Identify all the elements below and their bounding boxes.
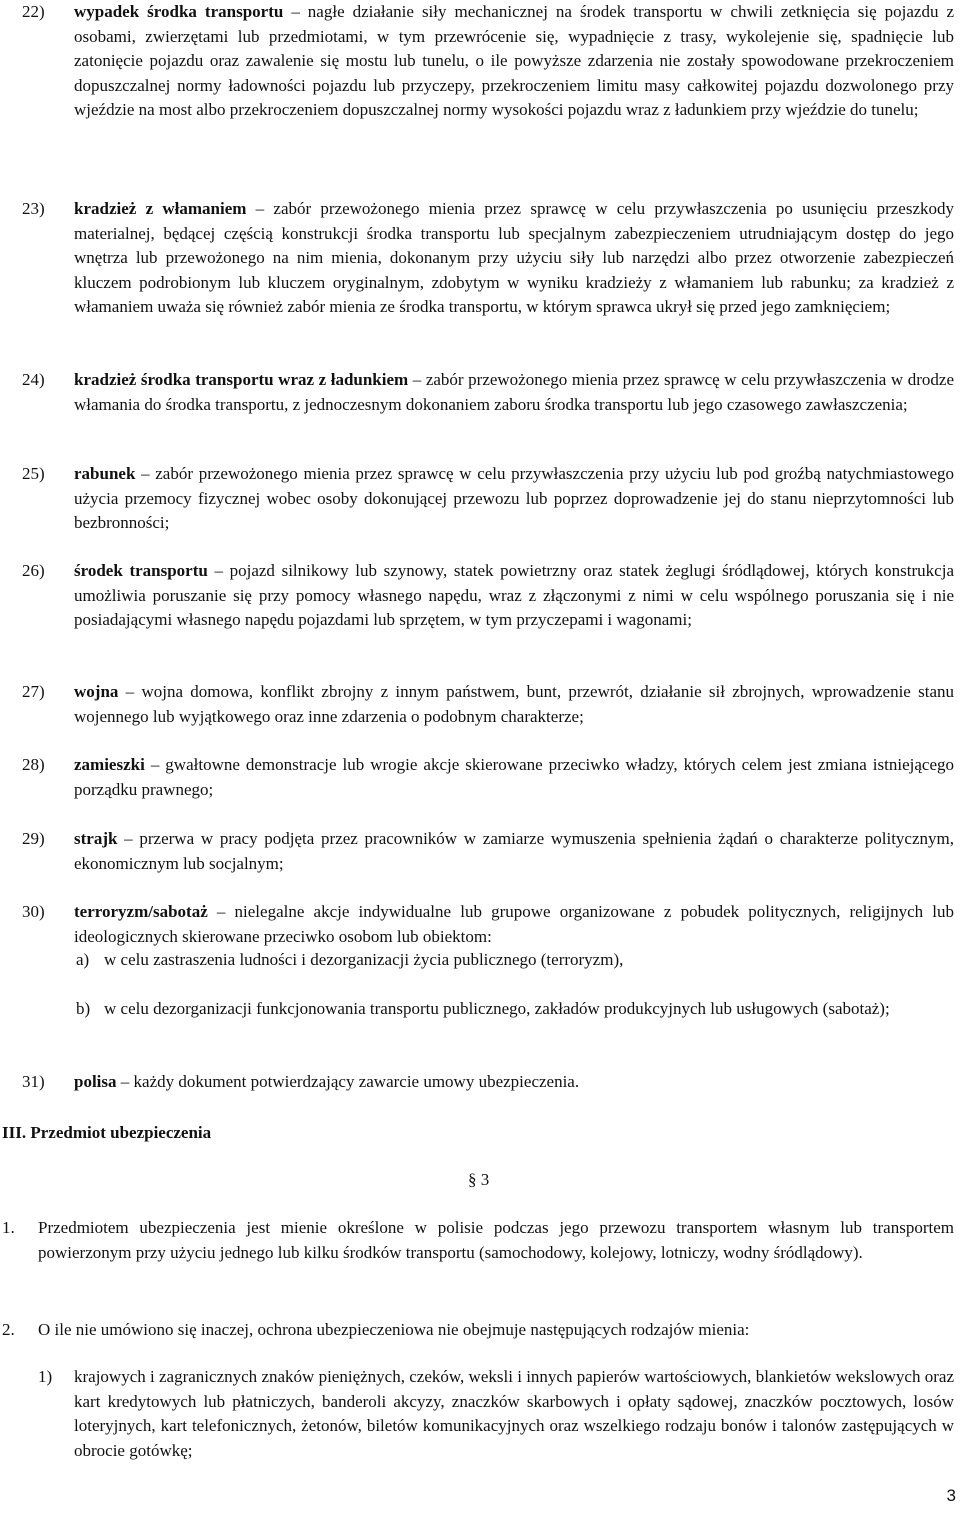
section-title: III. Przedmiot ubezpieczenia — [2, 1123, 212, 1142]
definition-text: – przerwa w pracy podjęta przez pracowników w zamiarze wymuszenia spełnienia żądań o charakterze politycznym, ekonomicznym lub socjalnym; — [74, 829, 954, 873]
definition-text: – wojna domowa, konflikt zbrojny z innym państwem, bunt, przewrót, działanie sił zbrojnych, wprowadzenie stanu wojennego lub wyjątkowego oraz inne zdarzenia o podobnym charakterze; — [74, 682, 954, 726]
definition-text: – zabór przewożonego mienia przez sprawcę w celu przywłaszczenia przy użyciu lub pod groźbą natychmiastowego użycia przemocy fizycznej wobec osoby dokonującej przewozu lub poprzez doprowadzenie jej do stanu nieprzytomności lub bezbronności; — [74, 464, 954, 532]
definition-number: 29) — [22, 829, 45, 848]
definition-number: 22) — [22, 2, 45, 21]
definition-term: strajk — [74, 829, 118, 848]
paragraph-2 — [2, 1318, 954, 1343]
item-text: krajowych i zagranicznych znaków pieniężnych, czeków, weksli i innych papierów wartościowych, blankietów wekslowych oraz kart kredytowych lub płatniczych, banderoli akcyzy, znaczków skarbowych i opłaty sądowej, znaczków pocztowych, losów loteryjnych, kart telefonicznych, żetonów, biletów komunikacyjnych oraz wszelkiego rodzaju bonów i talonów zastępujących w obrocie gotówkę; — [74, 1367, 954, 1460]
definition-number: 26) — [22, 561, 45, 580]
definition-31 — [22, 1070, 954, 1095]
definition-22 — [22, 0, 955, 123]
excluded-item-1 — [38, 1365, 954, 1463]
definition-term: terroryzm/sabotaż — [74, 902, 208, 921]
definition-term: kradzież z włamaniem — [74, 199, 247, 218]
definition-30 — [22, 900, 954, 949]
sub-item-a — [76, 948, 954, 973]
page-number: 3 — [946, 1486, 956, 1505]
definition-term: środek transportu — [74, 561, 208, 580]
definition-term: wojna — [74, 682, 119, 701]
definition-number: 28) — [22, 755, 45, 774]
definition-text: – zabór przewożonego mienia przez sprawcę w celu przywłaszczenia po usunięciu przeszkody materialnej, będącej częścią konstrukcji środka transportu lub specjalnym zabezpieczeniem utrudniającym dostęp do jego wnętrza lub przewożonego na nim mienia, dokonanym przy użyciu siły lub narzędzi albo przez otworzenie zabezpieczeń kluczem podrobionym lub kluczem oryginalnym, zdobytym w wyniku kradzieży z włamaniem lub rabunku; za kradzież z włamaniem uważa się również zabór mienia ze środka transportu, w którym sprawca ukrył się przed jego zamknięciem; — [74, 199, 954, 316]
definition-term: wypadek środka transportu — [74, 2, 284, 21]
definition-number: 24) — [22, 370, 45, 389]
item-number: 1) — [38, 1367, 53, 1386]
sub-item-b — [76, 997, 954, 1022]
definition-number: 27) — [22, 682, 45, 701]
definition-number: 31) — [22, 1072, 45, 1091]
definition-term: polisa — [74, 1072, 117, 1091]
definition-text: – każdy dokument potwierdzający zawarcie umowy ubezpieczenia. — [116, 1072, 580, 1091]
definition-term: zamieszki — [74, 755, 145, 774]
definition-25 — [22, 462, 954, 536]
definition-term: kradzież środka transportu wraz z ładunkiem — [74, 370, 409, 389]
definition-number: 30) — [22, 902, 45, 921]
paragraph-1 — [2, 1216, 954, 1265]
sub-item-text: w celu zastraszenia ludności i dezorganizacji życia publicznego (terroryzm), — [104, 950, 624, 969]
sub-item-letter: a) — [76, 950, 90, 969]
definition-28 — [22, 753, 954, 802]
definition-29 — [22, 827, 954, 876]
definition-23 — [22, 197, 954, 320]
definition-26 — [22, 559, 954, 633]
definition-text: – zabór przewożonego mienia przez sprawcę w celu przywłaszczenia w drodze włamania do środka transportu, z jednoczesnym dokonaniem zaboru środka transportu lub jego czasowego zawłaszczenia; — [74, 370, 955, 414]
definition-24 — [22, 368, 955, 417]
paragraph-number: 2. — [2, 1320, 15, 1339]
definition-text: – pojazd silnikowy lub szynowy, statek powietrzny oraz statek żeglugi śródlądowej, których konstrukcja umożliwia poruszanie się przy pomocy własnego napędu, wraz z złączonymi z nimi w celu wspólnego poruszania się i nie posiadającymi własnego napędu pojazdami lub sprzętem, w tym przyczepami i wagonami; — [74, 561, 954, 629]
definition-text: – gwałtowne demonstracje lub wrogie akcje skierowane przeciwko władzy, których celem jest zmiana istniejącego porządku prawnego; — [74, 755, 954, 799]
definition-text: – nagłe działanie siły mechanicznej na środek transportu w chwili zetknięcia się pojazdu z osobami, zwierzętami lub przedmiotami, w tym przewrócenie się, wypadnięcie z trasy, wykolejenie się, spadnięcie lub zatonięcie pojazdu oraz zawalenie się mostu lub tunelu, o ile powyższe zdarzenia nie zostały spowodowane przekroczeniem dopuszczalnej normy ładowności pojazdu lub przyczepy, przekroczeniem limitu masy całkowitej pojazdu dozwolonego przy wjeździe na most albo przekroczeniem dopuszczalnej normy wysokości pojazdu wraz z ładunkiem przy wjeździe do tunelu; — [74, 2, 955, 119]
paragraph-number: 1. — [2, 1218, 15, 1237]
paragraph-text: O ile nie umówiono się inaczej, ochrona ubezpieczeniowa nie obejmuje następujących rodzajów mienia: — [38, 1320, 750, 1339]
paragraph-mark: § 3 — [468, 1170, 490, 1189]
definition-number: 23) — [22, 199, 45, 218]
paragraph-text: Przedmiotem ubezpieczenia jest mienie określone w polisie podczas jego przewozu transportem własnym lub transportem powierzonym przy użyciu jednego lub kilku środków transportu (samochodowy, kolejowy, lotniczy, wodny śródlądowy). — [38, 1218, 954, 1262]
sub-item-letter: b) — [76, 999, 91, 1018]
definition-term: rabunek — [74, 464, 136, 483]
definition-number: 25) — [22, 464, 45, 483]
definition-text: – nielegalne akcje indywidualne lub grupowe organizowane z pobudek politycznych, religijnych lub ideologicznych skierowane przeciwko osobom lub obiektom: — [74, 902, 954, 946]
definition-27 — [22, 680, 954, 729]
sub-item-text: w celu dezorganizacji funkcjonowania transportu publicznego, zakładów produkcyjnych lub usługowych (sabotaż); — [104, 999, 890, 1018]
